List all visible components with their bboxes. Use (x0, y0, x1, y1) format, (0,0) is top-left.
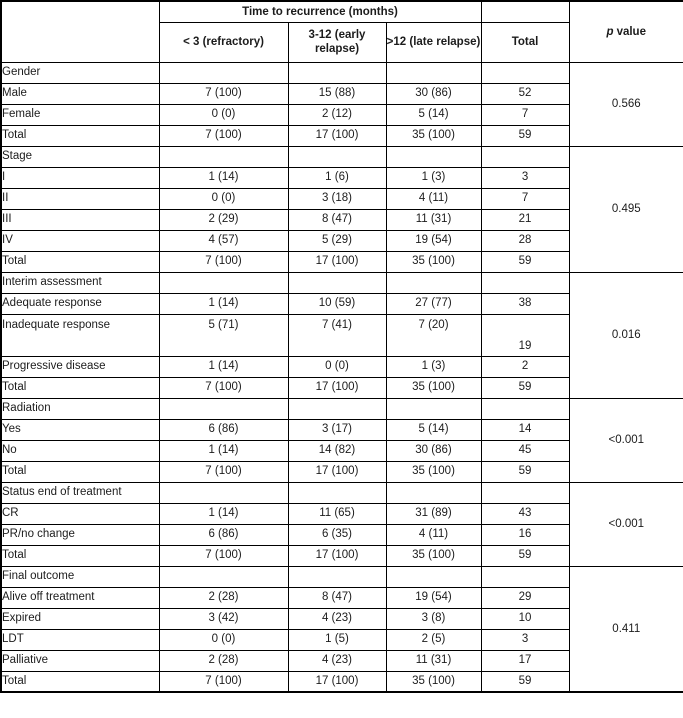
p-value-cell: 0.566 (569, 62, 683, 146)
value-cell: 4 (57) (159, 230, 288, 251)
value-cell: 7 (100) (159, 125, 288, 146)
value-cell: 4 (23) (288, 608, 386, 629)
value-cell: 4 (23) (288, 650, 386, 671)
value-cell: 7 (20) (386, 314, 481, 356)
value-cell: 4 (11) (386, 188, 481, 209)
value-cell: 38 (481, 293, 569, 314)
value-cell: 3 (8) (386, 608, 481, 629)
value-cell: 27 (77) (386, 293, 481, 314)
row-label-cell: III (1, 209, 159, 230)
value-cell: 1 (14) (159, 503, 288, 524)
value-cell: 2 (28) (159, 587, 288, 608)
section-title-cell: Final outcome (1, 566, 159, 587)
value-cell: 17 (100) (288, 251, 386, 272)
value-cell: 35 (100) (386, 545, 481, 566)
row-label-cell: I (1, 167, 159, 188)
p-value-cell: 0.495 (569, 146, 683, 272)
row-label-cell: Total (1, 671, 159, 692)
value-cell: 5 (14) (386, 104, 481, 125)
value-cell: 4 (11) (386, 524, 481, 545)
empty-cell (288, 272, 386, 293)
row-label-cell: Total (1, 125, 159, 146)
header-col-refractory: < 3 (refractory) (159, 22, 288, 62)
p-value-cell: <0.001 (569, 398, 683, 482)
value-cell: 5 (14) (386, 419, 481, 440)
value-cell: 17 (481, 650, 569, 671)
section-title-cell: Status end of treatment (1, 482, 159, 503)
row-label-cell: Total (1, 251, 159, 272)
value-cell: 7 (481, 104, 569, 125)
empty-cell (159, 62, 288, 83)
value-cell: 35 (100) (386, 461, 481, 482)
value-cell: 21 (481, 209, 569, 230)
value-cell: 3 (481, 629, 569, 650)
value-cell: 7 (100) (159, 377, 288, 398)
section-title-row (1, 272, 683, 293)
value-cell: 1 (6) (288, 167, 386, 188)
empty-cell (386, 482, 481, 503)
row-label-cell: Male (1, 83, 159, 104)
value-cell: 11 (31) (386, 209, 481, 230)
row-label-cell: IV (1, 230, 159, 251)
empty-cell (481, 146, 569, 167)
section-title-row (1, 146, 683, 167)
value-cell: 7 (100) (159, 251, 288, 272)
value-cell: 1 (14) (159, 293, 288, 314)
header-empty-cell-above-total (481, 1, 569, 22)
value-cell: 19 (481, 314, 569, 356)
section-title-cell: Stage (1, 146, 159, 167)
table-header (1, 1, 683, 62)
value-cell: 6 (86) (159, 419, 288, 440)
empty-cell (481, 272, 569, 293)
value-cell: 3 (481, 167, 569, 188)
value-cell: 2 (28) (159, 650, 288, 671)
row-label-cell: No (1, 440, 159, 461)
row-label-cell: Palliative (1, 650, 159, 671)
value-cell: 0 (0) (159, 104, 288, 125)
value-cell: 59 (481, 125, 569, 146)
value-cell: 59 (481, 461, 569, 482)
value-cell: 1 (3) (386, 356, 481, 377)
value-cell: 35 (100) (386, 671, 481, 692)
value-cell: 11 (65) (288, 503, 386, 524)
row-label-cell: Progressive disease (1, 356, 159, 377)
value-cell: 7 (100) (159, 83, 288, 104)
section-title-row (1, 398, 683, 419)
section-title-cell: Interim assessment (1, 272, 159, 293)
value-cell: 30 (86) (386, 440, 481, 461)
empty-cell (159, 482, 288, 503)
value-cell: 3 (18) (288, 188, 386, 209)
value-cell: 14 (481, 419, 569, 440)
value-cell: 1 (5) (288, 629, 386, 650)
value-cell: 43 (481, 503, 569, 524)
empty-cell (386, 146, 481, 167)
p-value-cell: 0.411 (569, 566, 683, 692)
value-cell: 52 (481, 83, 569, 104)
value-cell: 0 (0) (159, 188, 288, 209)
value-cell: 1 (14) (159, 167, 288, 188)
header-stub-cell (1, 1, 159, 62)
value-cell: 28 (481, 230, 569, 251)
value-cell: 17 (100) (288, 377, 386, 398)
empty-cell (288, 566, 386, 587)
section-title-row (1, 566, 683, 587)
value-cell: 59 (481, 671, 569, 692)
value-cell: 3 (17) (288, 419, 386, 440)
row-label-cell: II (1, 188, 159, 209)
value-cell: 59 (481, 377, 569, 398)
value-cell: 1 (3) (386, 167, 481, 188)
empty-cell (159, 146, 288, 167)
value-cell: 10 (481, 608, 569, 629)
value-cell: 10 (59) (288, 293, 386, 314)
value-cell: 35 (100) (386, 125, 481, 146)
value-cell: 3 (42) (159, 608, 288, 629)
row-label-cell: LDT (1, 629, 159, 650)
value-cell: 5 (29) (288, 230, 386, 251)
value-cell: 17 (100) (288, 671, 386, 692)
empty-cell (481, 482, 569, 503)
p-value-italic-p: p (606, 25, 614, 38)
header-p-value-cell (569, 1, 683, 62)
empty-cell (386, 272, 481, 293)
empty-cell (481, 566, 569, 587)
value-cell: 8 (47) (288, 587, 386, 608)
empty-cell (159, 272, 288, 293)
value-cell: 7 (481, 188, 569, 209)
empty-cell (288, 146, 386, 167)
value-cell: 30 (86) (386, 83, 481, 104)
header-row-group (1, 1, 683, 22)
empty-cell (386, 566, 481, 587)
value-cell: 19 (54) (386, 230, 481, 251)
row-label-cell: Total (1, 545, 159, 566)
section-title-cell: Radiation (1, 398, 159, 419)
value-cell: 5 (71) (159, 314, 288, 356)
value-cell: 1 (14) (159, 440, 288, 461)
value-cell: 35 (100) (386, 377, 481, 398)
empty-cell (159, 566, 288, 587)
value-cell: 14 (82) (288, 440, 386, 461)
value-cell: 6 (35) (288, 524, 386, 545)
section-title-row (1, 482, 683, 503)
row-label-cell: CR (1, 503, 159, 524)
row-label-cell: Alive off treatment (1, 587, 159, 608)
value-cell: 0 (0) (159, 629, 288, 650)
value-cell: 2 (5) (386, 629, 481, 650)
empty-cell (288, 482, 386, 503)
row-label-cell: Adequate response (1, 293, 159, 314)
value-cell: 17 (100) (288, 545, 386, 566)
table-body (1, 62, 683, 692)
empty-cell (386, 62, 481, 83)
value-cell: 59 (481, 251, 569, 272)
p-value-cell: 0.016 (569, 272, 683, 398)
row-label-cell: Yes (1, 419, 159, 440)
section-title-row (1, 62, 683, 83)
value-cell: 16 (481, 524, 569, 545)
row-label-cell: Female (1, 104, 159, 125)
empty-cell (481, 398, 569, 419)
value-cell: 8 (47) (288, 209, 386, 230)
value-cell: 29 (481, 587, 569, 608)
p-value-cell: <0.001 (569, 482, 683, 566)
value-cell: 59 (481, 545, 569, 566)
value-cell: 17 (100) (288, 125, 386, 146)
header-col-early-relapse: 3-12 (early relapse) (288, 22, 386, 62)
empty-cell (288, 62, 386, 83)
row-label-cell: Expired (1, 608, 159, 629)
row-label-cell: Total (1, 461, 159, 482)
value-cell: 19 (54) (386, 587, 481, 608)
row-label-cell: Total (1, 377, 159, 398)
value-cell: 1 (14) (159, 356, 288, 377)
p-value-label: value (616, 25, 646, 38)
section-title-cell: Gender (1, 62, 159, 83)
value-cell: 7 (100) (159, 545, 288, 566)
value-cell: 45 (481, 440, 569, 461)
value-cell: 0 (0) (288, 356, 386, 377)
header-group-cell: Time to recurrence (months) (159, 1, 481, 22)
value-cell: 35 (100) (386, 251, 481, 272)
value-cell: 7 (100) (159, 671, 288, 692)
row-label-cell: Inadequate response (1, 314, 159, 356)
value-cell: 17 (100) (288, 461, 386, 482)
value-cell: 7 (100) (159, 461, 288, 482)
header-col-late-relapse: >12 (late relapse) (386, 22, 481, 62)
empty-cell (288, 398, 386, 419)
header-col-total: Total (481, 22, 569, 62)
value-cell: 6 (86) (159, 524, 288, 545)
value-cell: 11 (31) (386, 650, 481, 671)
empty-cell (386, 398, 481, 419)
value-cell: 2 (12) (288, 104, 386, 125)
row-label-cell: PR/no change (1, 524, 159, 545)
value-cell: 31 (89) (386, 503, 481, 524)
empty-cell (159, 398, 288, 419)
empty-cell (481, 62, 569, 83)
value-cell: 15 (88) (288, 83, 386, 104)
value-cell: 7 (41) (288, 314, 386, 356)
value-cell: 2 (481, 356, 569, 377)
value-cell: 2 (29) (159, 209, 288, 230)
